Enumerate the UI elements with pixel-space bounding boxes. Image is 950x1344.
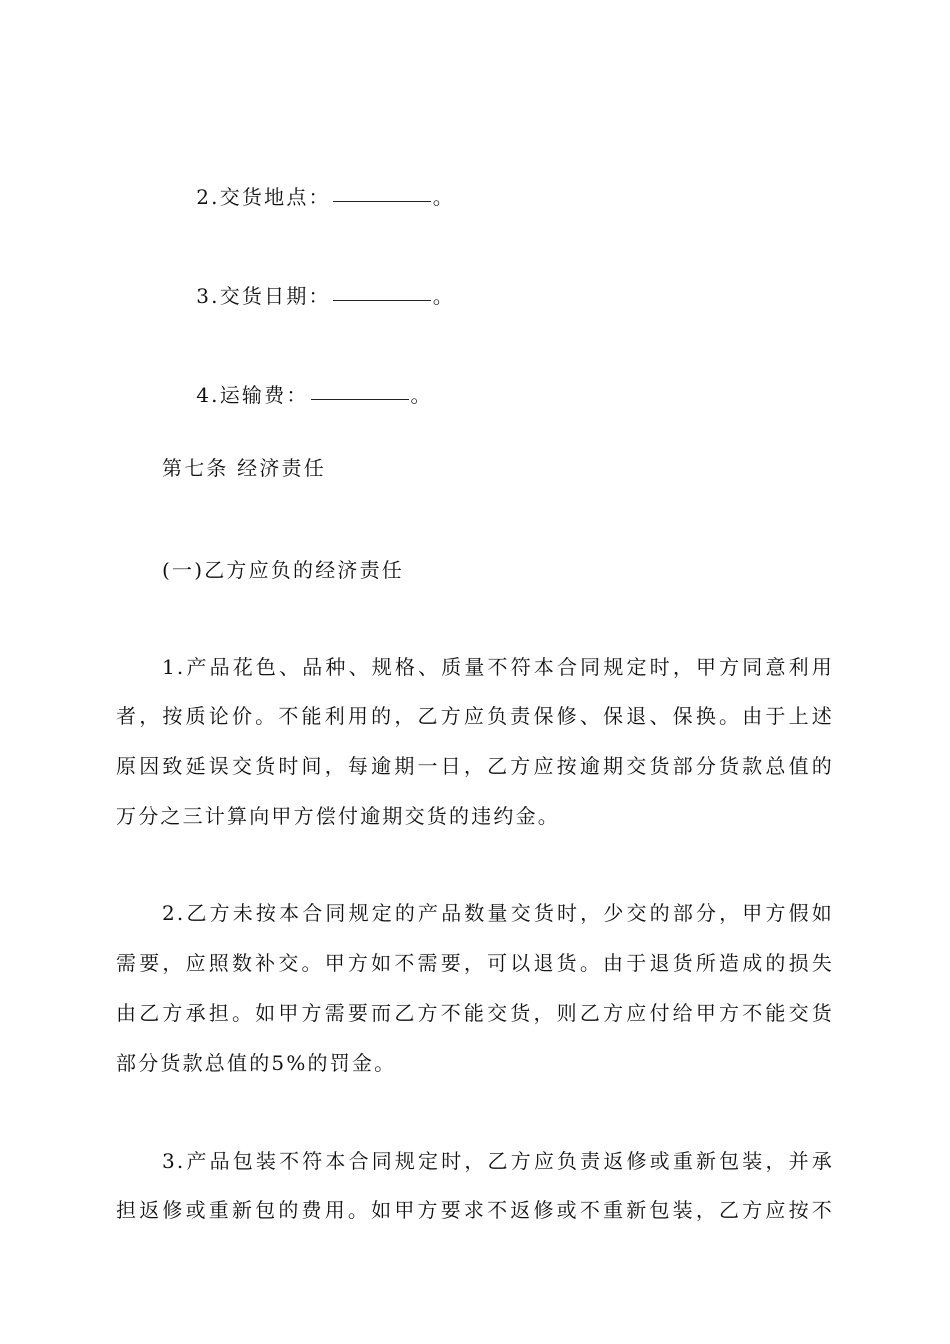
item-label: 4.运输费： — [196, 383, 309, 407]
article-title: 第七条 经济责任 — [162, 456, 326, 480]
item-suffix: 。 — [432, 284, 455, 308]
paragraph-1-line-3: 原因致延误交货时间，每逾期一日，乙方应按逾期交货部分货款总值的 — [116, 754, 834, 778]
item-transport-fee — [162, 356, 880, 434]
paragraph-2-line-4: 部分货款总值的5%的罚金。 — [116, 1051, 397, 1075]
blank-line — [333, 189, 431, 202]
paragraph-1-line-1: 1.产品花色、品种、规格、质量不符本合同规定时，甲方同意利用 — [162, 655, 834, 679]
paragraph-2-line-3: 由乙方承担。如甲方需要而乙方不能交货，则乙方应付给甲方不能交货 — [116, 1001, 834, 1025]
item-delivery-place — [162, 158, 880, 236]
item-delivery-date — [162, 257, 880, 335]
paragraph-1-line-2: 者，按质论价。不能利用的，乙方应负责保修、保退、保换。由于上述 — [116, 704, 834, 728]
paragraph-2-line-2: 需要，应照数补交。甲方如不需要，可以退货。由于退货所造成的损失 — [116, 951, 834, 975]
paragraph-1-line-4: 万分之三计算向甲方偿付逾期交货的违约金。 — [116, 804, 560, 828]
paragraph-3-line-2: 担返修或重新包的费用。如甲方要求不返修或不重新包装，乙方应按不 — [116, 1198, 834, 1222]
paragraph-2-line-1: 2.乙方未按本合同规定的产品数量交货时，少交的部分，甲方假如 — [162, 901, 834, 925]
item-label: 2.交货地点： — [196, 185, 331, 209]
paragraph-3-line-1: 3.产品包装不符本合同规定时，乙方应负责返修或重新包装，并承 — [162, 1149, 834, 1173]
blank-line — [311, 387, 409, 400]
item-suffix: 。 — [410, 383, 433, 407]
item-suffix: 。 — [432, 185, 455, 209]
blank-line — [333, 288, 431, 301]
item-label: 3.交货日期： — [196, 284, 331, 308]
section-title: (一)乙方应负的经济责任 — [162, 558, 405, 582]
